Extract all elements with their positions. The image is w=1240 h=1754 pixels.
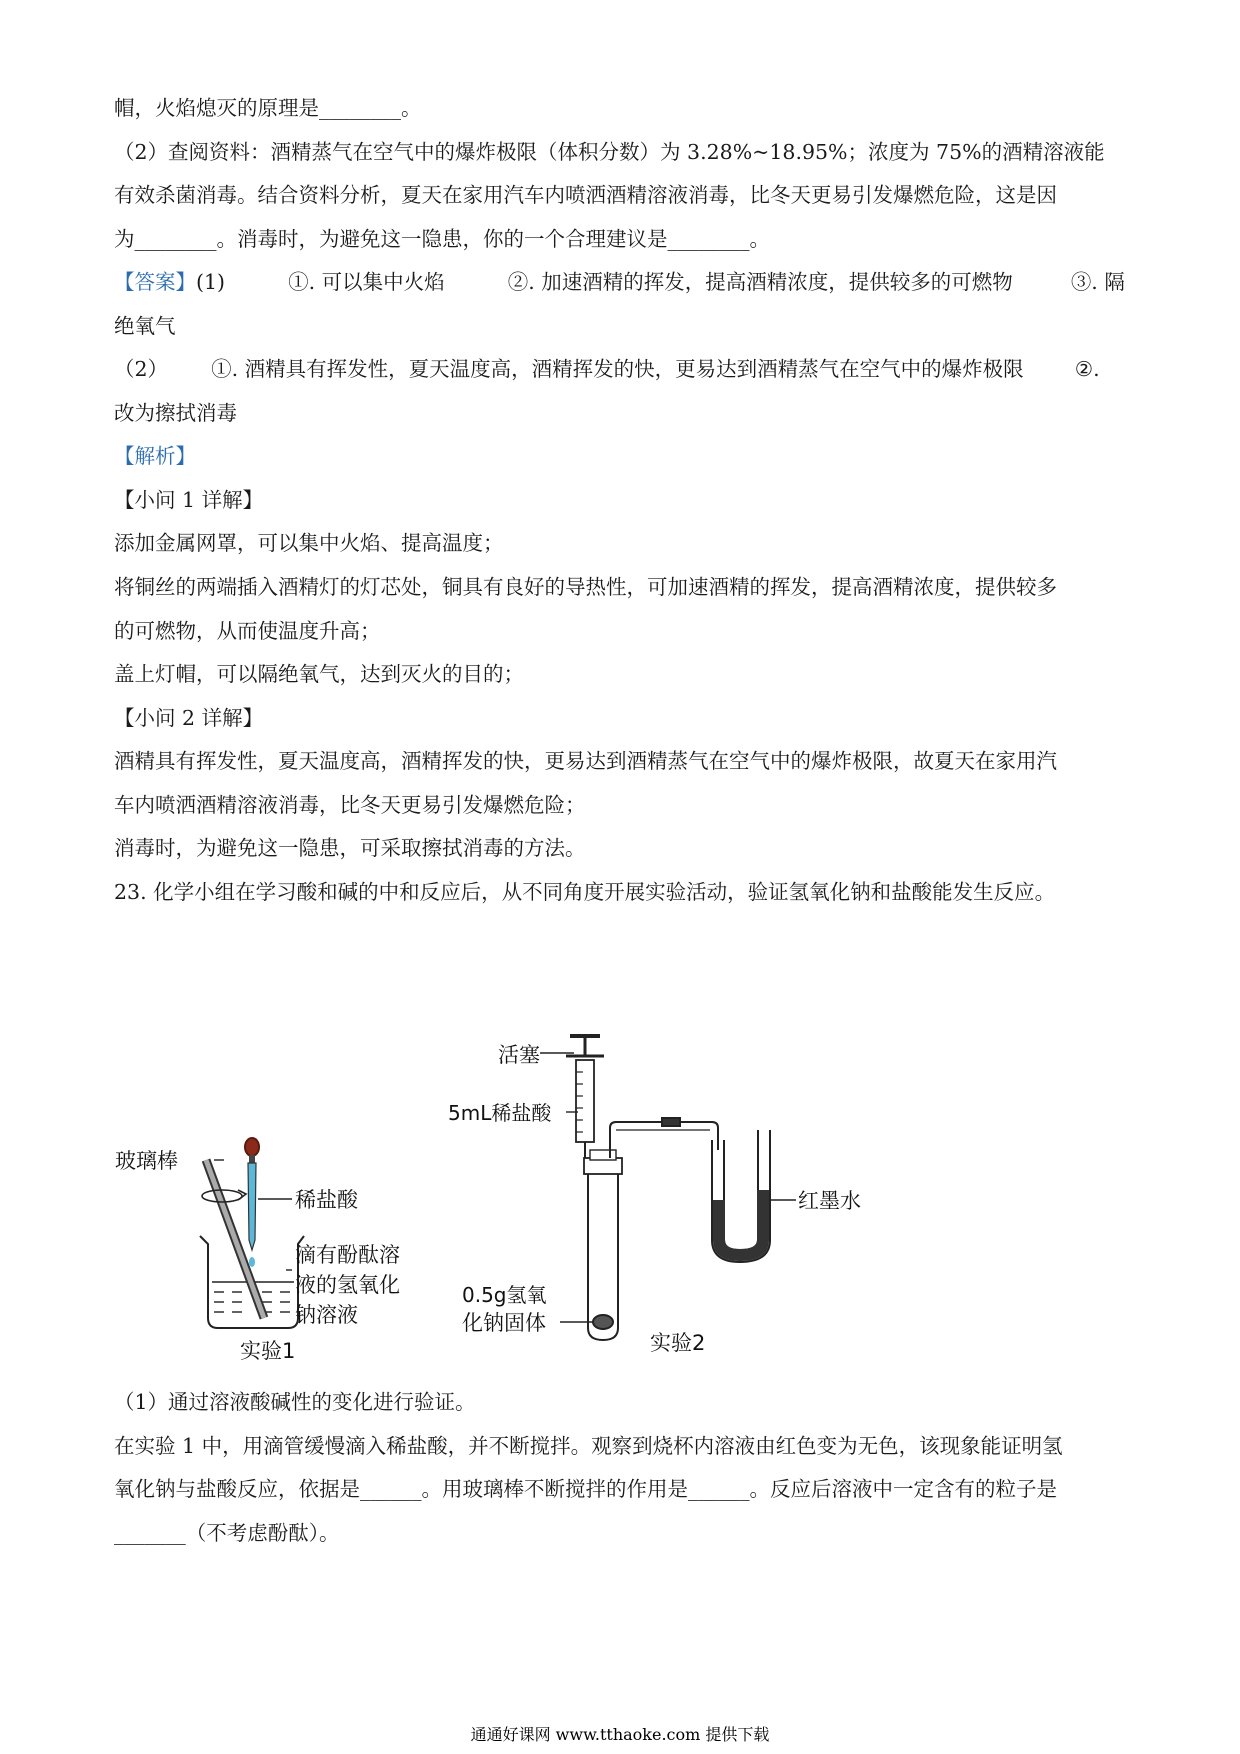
question-text-line: 为________。消毒时，为避免这一隐患，你的一个合理建议是________。 [114, 227, 770, 251]
question-body-line: _______（不考虑酚酞）。 [114, 1521, 340, 1545]
answer-item: ①. 可以集中火焰 [288, 270, 445, 294]
page-footer: 通通好课网 www.tthaoke.com 提供下载 [470, 1725, 770, 1744]
sub-question-heading: 【小问 2 详解】 [114, 706, 264, 730]
analysis-text-line: 添加金属网罩，可以集中火焰、提高温度； [114, 531, 504, 555]
question-body-line: 在实验 1 中，用滴管缓慢滴入稀盐酸，并不断搅拌。观察到烧杯内溶液由红色变为无色，该现象能证明氢 [114, 1434, 1063, 1458]
answer-item: ②. [1074, 357, 1100, 381]
sub-question-1: （1）通过溶液酸碱性的变化进行验证。 [114, 1390, 476, 1414]
delivery-tube-icon [610, 1122, 718, 1158]
label-glass-rod: 玻璃棒 [115, 1149, 178, 1173]
label-solution-3: 钠溶液 [295, 1303, 358, 1327]
answer-part-label: （2） [114, 357, 169, 381]
label-solution-2: 液的氢氧化 [295, 1273, 400, 1297]
caption-experiment-1: 实验1 [240, 1339, 296, 1363]
label-dilute-hcl-2: 5mL稀盐酸 [448, 1101, 552, 1125]
analysis-text-line: 车内喷洒酒精溶液消毒，比冬天更易引发爆燃危险； [114, 793, 586, 817]
label-dilute-hcl-1: 稀盐酸 [295, 1188, 358, 1212]
analysis-text-line: 消毒时，为避免这一隐患，可采取擦拭消毒的方法。 [114, 836, 586, 860]
question-body-line: 氧化钠与盐酸反应，依据是______。用玻璃棒不断搅拌的作用是______。反应后溶液中一定含有的粒子是 [114, 1477, 1057, 1501]
answer-continuation: 改为擦拭消毒 [114, 401, 237, 425]
question-text-line: （2）查阅资料：酒精蒸气在空气中的爆炸极限（体积分数）为 3.28%~18.95%；浓度为 75%的酒精溶液能 [114, 140, 1105, 164]
answer-item: ①. 酒精具有挥发性，夏天温度高，酒精挥发的快，更易达到酒精蒸气在空气中的爆炸极限 [211, 357, 1024, 381]
sub-question-heading: 【小问 1 详解】 [114, 488, 264, 512]
answer-part-label: (1) [196, 270, 226, 294]
red-ink-icon [713, 1190, 769, 1261]
question-text-line: 有效杀菌消毒。结合资料分析，夏天在家用汽车内喷洒酒精溶液消毒，比冬天更易引发爆燃危险，这是因 [114, 183, 1057, 207]
experiment-2-diagram [540, 1036, 796, 1340]
analysis-tag: 【解析】 [114, 444, 196, 468]
answer-item: ③. 隔 [1070, 270, 1125, 294]
dropper-icon [245, 1138, 259, 1267]
label-naoh-1: 0.5g氢氧 [462, 1283, 547, 1307]
caption-experiment-2: 实验2 [650, 1331, 706, 1355]
analysis-text-line: 盖上灯帽，可以隔绝氧气，达到灭火的目的； [114, 662, 524, 686]
syringe-icon [566, 1036, 604, 1160]
label-naoh-2: 化钠固体 [462, 1311, 546, 1335]
label-plunger: 活塞 [498, 1043, 540, 1067]
solid-icon [593, 1315, 613, 1329]
label-solution-1: 滴有酚酞溶 [295, 1243, 400, 1267]
question-23-stem: 23. 化学小组在学习酸和碱的中和反应后，从不同角度开展实验活动，验证氢氧化钠和盐酸能发生反应。 [114, 880, 1056, 904]
analysis-text-line: 的可燃物，从而使温度升高； [114, 619, 381, 643]
analysis-text-line: 酒精具有挥发性，夏天温度高，酒精挥发的快，更易达到酒精蒸气在空气中的爆炸极限，故夏天在家用汽 [114, 749, 1057, 773]
answer-continuation: 绝氧气 [114, 314, 176, 338]
answer-tag: 【答案】 [114, 270, 196, 294]
answer-item: ②. 加速酒精的挥发，提高酒精浓度，提供较多的可燃物 [507, 270, 1013, 294]
experiment-1-diagram [200, 1138, 304, 1328]
label-red-ink: 红墨水 [798, 1189, 861, 1213]
question-text-line: 帽，火焰熄灭的原理是________。 [114, 96, 422, 120]
analysis-text-line: 将铜丝的两端插入酒精灯的灯芯处，铜具有良好的导热性，可加速酒精的挥发，提高酒精浓度，提供较多 [114, 575, 1057, 599]
